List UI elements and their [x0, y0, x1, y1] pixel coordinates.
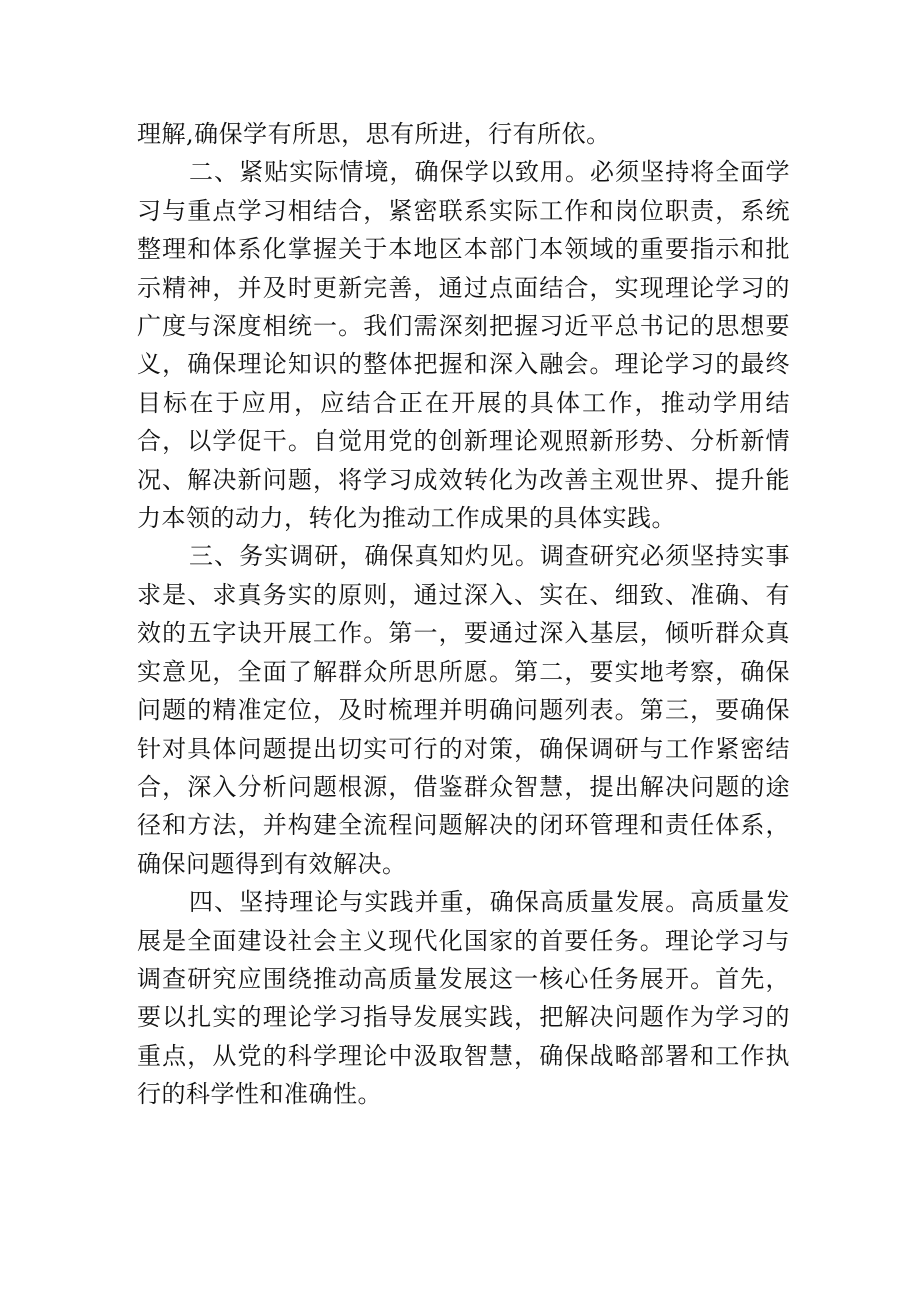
paragraph-continuation: 理解,确保学有所思，思有所进，行有所依。 — [137, 120, 611, 148]
paragraph-section-2: 二、紧贴实际情境，确保学以致用。必须坚持将全面学习与重点学习相结合，紧密联系实际工作和岗位职责，系统整理和体系化掌握关于本地区本部门本领域的重要指示和批示精神，并及时更新完善，通过点面结合，实现理论学习的广度与深度相统一。我们需深刻把握习近平总书记的思想要义，确保理论知识的整体把握和深入融会。理论学习的最终目标在于应用，应结合正在开展的具体工作，推动学用结合，以学促干。自觉用党的创新理论观照新形势、分析新情况、解决新问题，将学习成效转化为改善主观世界、提升能力本领的动力，转化为推动工作成果的具体实践。 — [137, 158, 790, 533]
paragraph-section-3: 三、务实调研，确保真知灼见。调查研究必须坚持实事求是、求真务实的原则，通过深入、实在、细致、准确、有效的五字诀开展工作。第一，要通过深入基层，倾听群众真实意见，全面了解群众所思所愿。第二，要实地考察，确保问题的精准定位，及时梳理并明确问题列表。第三，要确保针对具体问题提出切实可行的对策，确保调研与工作紧密结合，深入分析问题根源，借鉴群众智慧，提出解决问题的途径和方法，并构建全流程问题解决的闭环管理和责任体系，确保问题得到有效解决。 — [137, 542, 790, 878]
paragraph-section-4: 四、坚持理论与实践并重，确保高质量发展。高质量发展是全面建设社会主义现代化国家的首要任务。理论学习与调查研究应围绕推动高质量发展这一核心任务展开。首先，要以扎实的理论学习指导发展实践，把解决问题作为学习的重点，从党的科学理论中汲取智慧，确保战略部署和工作执行的科学性和准确性。 — [137, 888, 790, 1109]
